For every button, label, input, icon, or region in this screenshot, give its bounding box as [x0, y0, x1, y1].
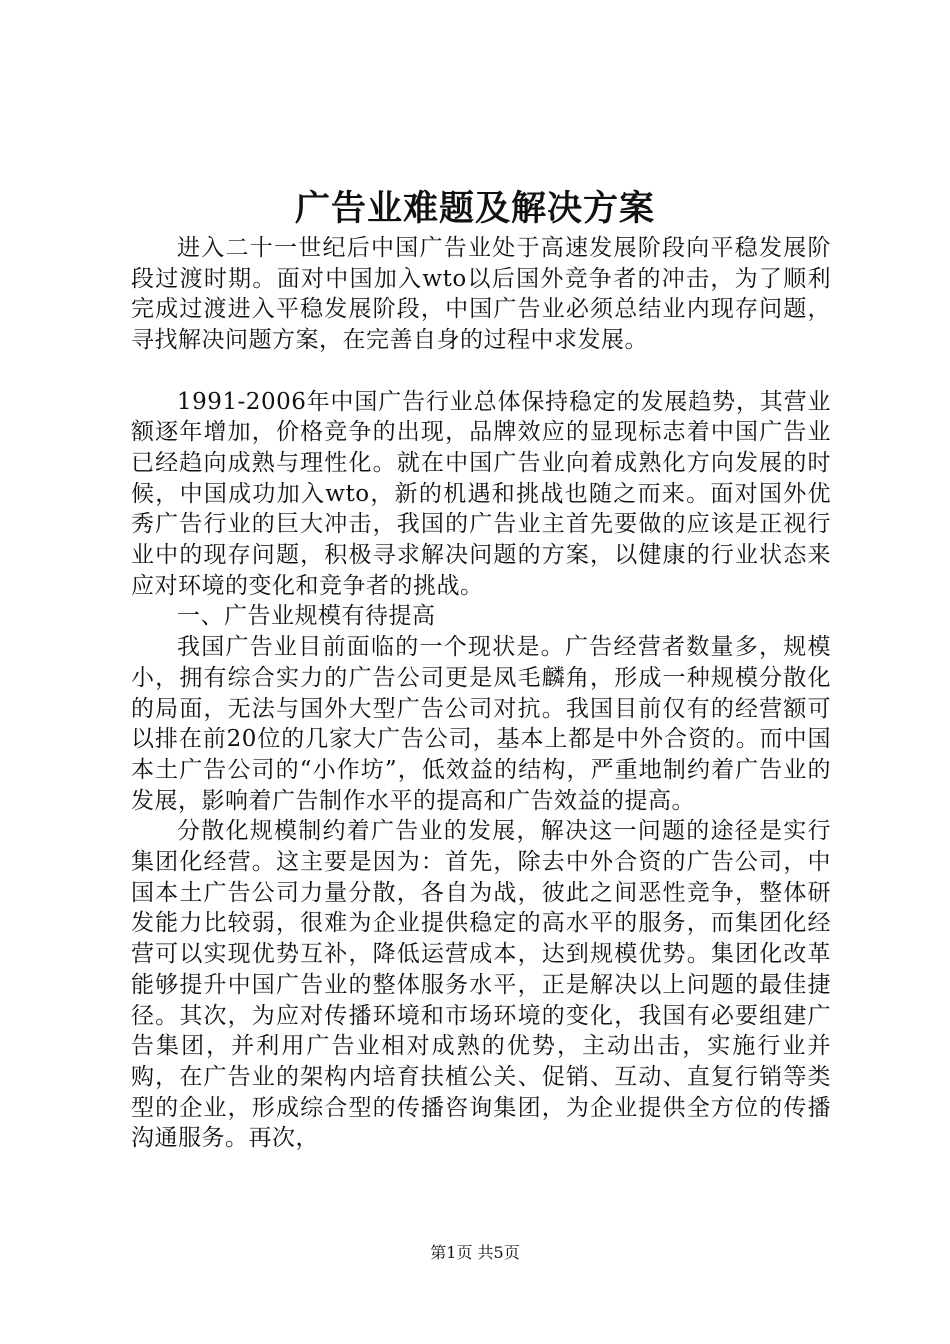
paragraph-spacer: [131, 356, 831, 387]
paragraph-intro: 进入二十一世纪后中国广告业处于高速发展阶段向平稳发展阶段过渡时期。面对中国加入wto以后国外竞争者的冲击，为了顺利完成过渡进入平稳发展阶段，中国广告业必须总结业内现存问题，寻找解决问题方案，在完善自身的过程中求发展。: [131, 235, 831, 354]
section-heading-1: 一、广告业规模有待提高: [177, 603, 436, 630]
document-body: [131, 233, 831, 1154]
paragraph-background: 1991-2006年中国广告行业总体保持稳定的发展趋势，其营业额逐年增加，价格竞争的出现，品牌效应的显现标志着中国广告业已经趋向成熟与理性化。就在中国广告业向着成熟化方向发展的时候，中国成功加入wto，新的机遇和挑战也随之而来。面对国外优秀广告行业的巨大冲击，我国的广告业主首先要做的应该是正视行业中的现存问题，积极寻求解决问题的方案，以健康的行业状态来应对环境的变化和竞争者的挑战。: [131, 388, 831, 599]
paragraph-group-solution: 分散化规模制约着广告业的发展，解决这一问题的途径是实行集团化经营。这主要是因为：首先，除去中外合资的广告公司，中国本土广告公司力量分散，各自为战，彼此之间恶性竞争，整体研发能力比较弱，很难为企业提供稳定的高水平的服务，而集团化经营可以实现优势互补，降低运营成本，达到规模优势。集团化改革能够提升中国广告业的整体服务水平，正是解决以上问题的最佳捷径。其次，为应对传播环境和市场环境的变化，我国有必要组建广告集团，并利用广告业相对成熟的优势，主动出击，实施行业并购，在广告业的架构内培育扶植公关、促销、互动、直复行销等类型的企业，形成综合型的传播咨询集团，为企业提供全方位的传播沟通服务。再次，: [131, 818, 831, 1152]
page-footer: 第1页 共5页: [430, 1243, 520, 1262]
paragraph-scale-status: 我国广告业目前面临的一个现状是。广告经营者数量多，规模小，拥有综合实力的广告公司更是凤毛麟角，形成一种规模分散化的局面，无法与国外大型广告公司对抗。我国目前仅有的经营额可以排在前20位的几家大广告公司，基本上都是中外合资的。而中国本土广告公司的“小作坊”，低效益的结构，严重地制约着广告业的发展，影响着广告制作水平的提高和广告效益的提高。: [131, 634, 831, 814]
document-title: 广告业难题及解决方案: [294, 188, 655, 229]
